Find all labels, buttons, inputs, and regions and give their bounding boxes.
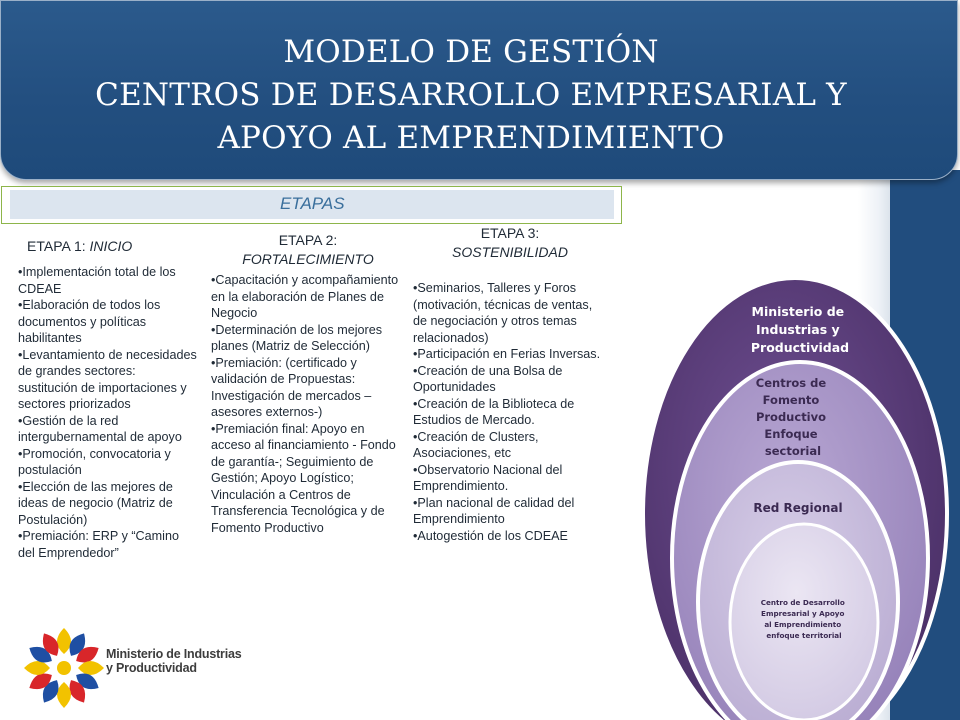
stage-1-title-name: INICIO bbox=[89, 238, 133, 254]
list-item: •Gestión de la red intergubernamental de apoyo bbox=[18, 413, 182, 444]
title-line: MODELO DE GESTIÓN bbox=[283, 34, 659, 70]
list-item: •Premiación: (certificado y validación de Propuestas: Investigación de mercados – asesores externos-) bbox=[211, 355, 372, 419]
level-3-label bbox=[753, 501, 842, 515]
level-2-line: sectorial bbox=[764, 444, 822, 458]
level-2-label bbox=[756, 376, 830, 458]
list-item: •Plan nacional de calidad del Emprendimiento bbox=[413, 495, 575, 526]
level-2-line: Productivo bbox=[755, 410, 827, 424]
stage-1-title bbox=[27, 237, 187, 256]
level-2-line: Centros de bbox=[755, 376, 827, 390]
title-line: CENTROS DE DESARROLLO EMPRESARIAL Y bbox=[95, 77, 847, 113]
stage-1-list bbox=[18, 264, 198, 561]
stage-2-title-name: FORTALECIMIENTO bbox=[242, 251, 374, 267]
list-item: •Levantamiento de necesidades de grandes sectores: sustitución de importaciones y sectores priorizados bbox=[18, 347, 197, 411]
level-2-line: Enfoque bbox=[764, 427, 818, 441]
list-item: •Elaboración de todos los documentos y políticas habilitantes bbox=[18, 298, 161, 345]
nested-ellipses-diagram bbox=[628, 262, 956, 720]
level-4-line: al Emprendimiento bbox=[764, 620, 842, 629]
stage-2-list bbox=[211, 272, 406, 536]
list-item: •Implementación total de los CDEAE bbox=[18, 265, 176, 296]
list-item: •Creación de una Bolsa de Oportunidades bbox=[413, 363, 563, 394]
title-line: APOYO AL EMPRENDIMIENTO bbox=[217, 120, 725, 156]
list-item: •Observatorio Nacional del Emprendimiento. bbox=[413, 462, 563, 493]
list-item: •Premiación final: Apoyo en acceso al financiamiento - Fondo de garantía-; Seguimiento de Gestión; Apoyo Logístico; Vinculación a Centros de Transferencia Tecnológica y de Fomento Productivo bbox=[211, 421, 396, 535]
stage-3-title-prefix: ETAPA 3: bbox=[480, 225, 540, 241]
logo-text-line: y Productividad bbox=[106, 661, 197, 675]
stage-2-title bbox=[208, 231, 408, 269]
stage-3-title-name: SOSTENIBILIDAD bbox=[452, 244, 568, 260]
stage-3-list bbox=[413, 280, 601, 544]
etapas-label: ETAPAS bbox=[280, 194, 345, 213]
list-item: •Autogestión de los CDEAE bbox=[413, 528, 568, 543]
ministry-logo-icon bbox=[20, 620, 110, 712]
list-item: •Elección de las mejores de ideas de negocio (Matriz de Postulación) bbox=[18, 479, 173, 527]
level-4-line: enfoque territorial bbox=[766, 631, 842, 640]
header-banner bbox=[0, 0, 958, 180]
level-4-line: Empresarial y Apoyo bbox=[761, 609, 845, 618]
logo-text bbox=[106, 647, 242, 675]
logo-text-line: Ministerio de Industrias bbox=[106, 647, 242, 661]
level-1-line: Industrias y bbox=[756, 322, 840, 337]
list-item: •Determinación de los mejores planes (Matriz de Selección) bbox=[211, 322, 382, 353]
list-item: •Creación de Clusters, Asociaciones, etc bbox=[413, 429, 539, 460]
list-item: •Promoción, convocatoria y postulación bbox=[18, 446, 171, 477]
list-item: •Creación de la Biblioteca de Estudios de Mercado. bbox=[413, 396, 575, 427]
level-3-line: Red Regional bbox=[753, 501, 843, 515]
etapas-banner bbox=[1, 186, 622, 224]
list-item: •Capacitación y acompañamiento en la elaboración de Planes de Negocio bbox=[211, 273, 399, 320]
list-item: •Participación en Ferias Inversas. bbox=[413, 347, 601, 361]
stage-2-title-prefix: ETAPA 2: bbox=[278, 232, 338, 248]
list-item: •Premiación: ERP y “Camino del Emprendedor” bbox=[18, 529, 179, 560]
etapas-banner-fill bbox=[10, 190, 614, 219]
level-2-line: Fomento bbox=[762, 393, 820, 407]
stage-3-title bbox=[410, 224, 610, 262]
slide-title bbox=[41, 31, 901, 160]
stage-1-title-prefix: ETAPA 1: bbox=[27, 238, 90, 254]
level-1-label bbox=[751, 304, 849, 355]
level-1-line: Productividad bbox=[750, 340, 850, 355]
level-4-line: Centro de Desarrollo bbox=[760, 598, 845, 607]
list-item: •Seminarios, Talleres y Foros (motivación, técnicas de ventas, de negociación y otros temas relacionados) bbox=[413, 281, 593, 345]
level-1-line: Ministerio de bbox=[751, 304, 845, 319]
